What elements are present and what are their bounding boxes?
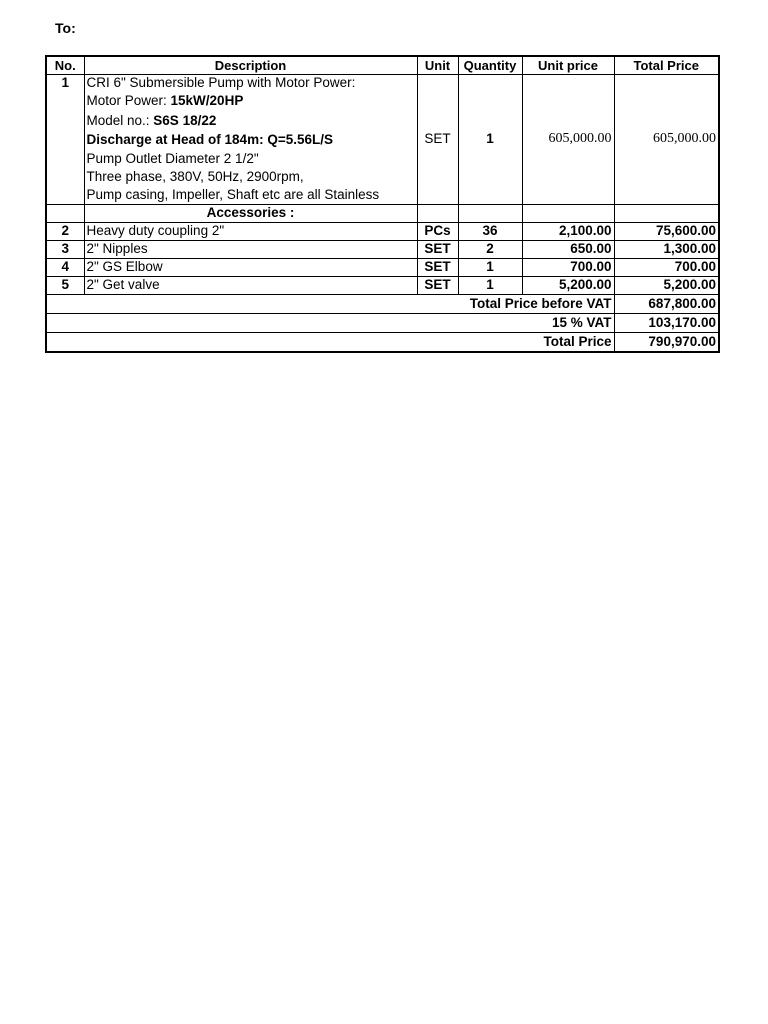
row-unit-price: 650.00 xyxy=(522,240,614,258)
row-unit-price: 5,200.00 xyxy=(522,276,614,294)
summary-label: 15 % VAT xyxy=(46,313,614,332)
quotation-table xyxy=(45,55,720,353)
row-quantity: 36 xyxy=(458,222,522,240)
row-total-price: 1,300.00 xyxy=(614,240,719,258)
row-no: 5 xyxy=(46,276,84,294)
table-row xyxy=(46,222,719,240)
summary-value: 103,170.00 xyxy=(614,313,719,332)
desc-line: Pump casing, Impeller, Shaft etc are all Stainless xyxy=(86,186,380,202)
row-total-price: 75,600.00 xyxy=(614,222,719,240)
item-description xyxy=(84,75,417,205)
summary-value: 687,800.00 xyxy=(614,294,719,313)
empty-cell xyxy=(46,204,84,222)
item-unit-price: 605,000.00 xyxy=(522,75,614,205)
summary-row-subtotal xyxy=(46,294,719,313)
row-quantity: 1 xyxy=(458,276,522,294)
empty-cell xyxy=(614,204,719,222)
table-row-item-1 xyxy=(46,75,719,205)
header-row xyxy=(46,56,719,75)
col-header-quantity: Quantity xyxy=(458,56,522,75)
col-header-description: Description xyxy=(84,56,417,75)
row-quantity: 2 xyxy=(458,240,522,258)
desc-line: CRI 6" Submersible Pump with Motor Power: xyxy=(86,75,356,90)
row-unit-price: 2,100.00 xyxy=(522,222,614,240)
accessories-label: Accessories : xyxy=(84,204,417,222)
summary-value: 790,970.00 xyxy=(614,332,719,352)
empty-cell xyxy=(522,204,614,222)
summary-row-vat xyxy=(46,313,719,332)
desc-line xyxy=(87,111,415,131)
desc-line xyxy=(87,91,415,111)
summary-label: Total Price before VAT xyxy=(46,294,614,313)
row-description: 2" Get valve xyxy=(84,276,417,294)
row-quantity: 1 xyxy=(458,258,522,276)
row-description: Heavy duty coupling 2" xyxy=(84,222,417,240)
empty-cell xyxy=(417,204,458,222)
col-header-no: No. xyxy=(46,56,84,75)
row-description: 2" GS Elbow xyxy=(84,258,417,276)
row-unit: SET xyxy=(417,276,458,294)
to-label: To: xyxy=(55,20,76,36)
col-header-unit: Unit xyxy=(417,56,458,75)
desc-text: Model no.: xyxy=(86,112,154,128)
item-unit: SET xyxy=(417,75,458,205)
col-header-unit-price: Unit price xyxy=(522,56,614,75)
row-no: 3 xyxy=(46,240,84,258)
desc-strong: S6S 18/22 xyxy=(153,112,217,128)
desc-line: Pump Outlet Diameter 2 1/2" xyxy=(86,150,259,166)
row-unit: SET xyxy=(417,258,458,276)
row-unit-price: 700.00 xyxy=(522,258,614,276)
item-total-price: 605,000.00 xyxy=(614,75,719,205)
table-row xyxy=(46,276,719,294)
item-quantity: 1 xyxy=(458,75,522,205)
accessories-row xyxy=(46,204,719,222)
col-header-total-price: Total Price xyxy=(614,56,719,75)
desc-line: Three phase, 380V, 50Hz, 2900rpm, xyxy=(86,168,304,184)
summary-label: Total Price xyxy=(46,332,614,352)
desc-strong: 15kW/20HP xyxy=(170,93,244,108)
row-unit: SET xyxy=(417,240,458,258)
row-total-price: 700.00 xyxy=(614,258,719,276)
empty-cell xyxy=(458,204,522,222)
row-no: 4 xyxy=(46,258,84,276)
table-row xyxy=(46,258,719,276)
row-total-price: 5,200.00 xyxy=(614,276,719,294)
row-description: 2" Nipples xyxy=(84,240,417,258)
row-no: 2 xyxy=(46,222,84,240)
table-row xyxy=(46,240,719,258)
desc-text: Motor Power: xyxy=(86,93,171,108)
item-no: 1 xyxy=(46,75,84,205)
desc-line: Discharge at Head of 184m: Q=5.56L/S xyxy=(86,132,333,147)
summary-row-total xyxy=(46,332,719,352)
row-unit: PCs xyxy=(417,222,458,240)
